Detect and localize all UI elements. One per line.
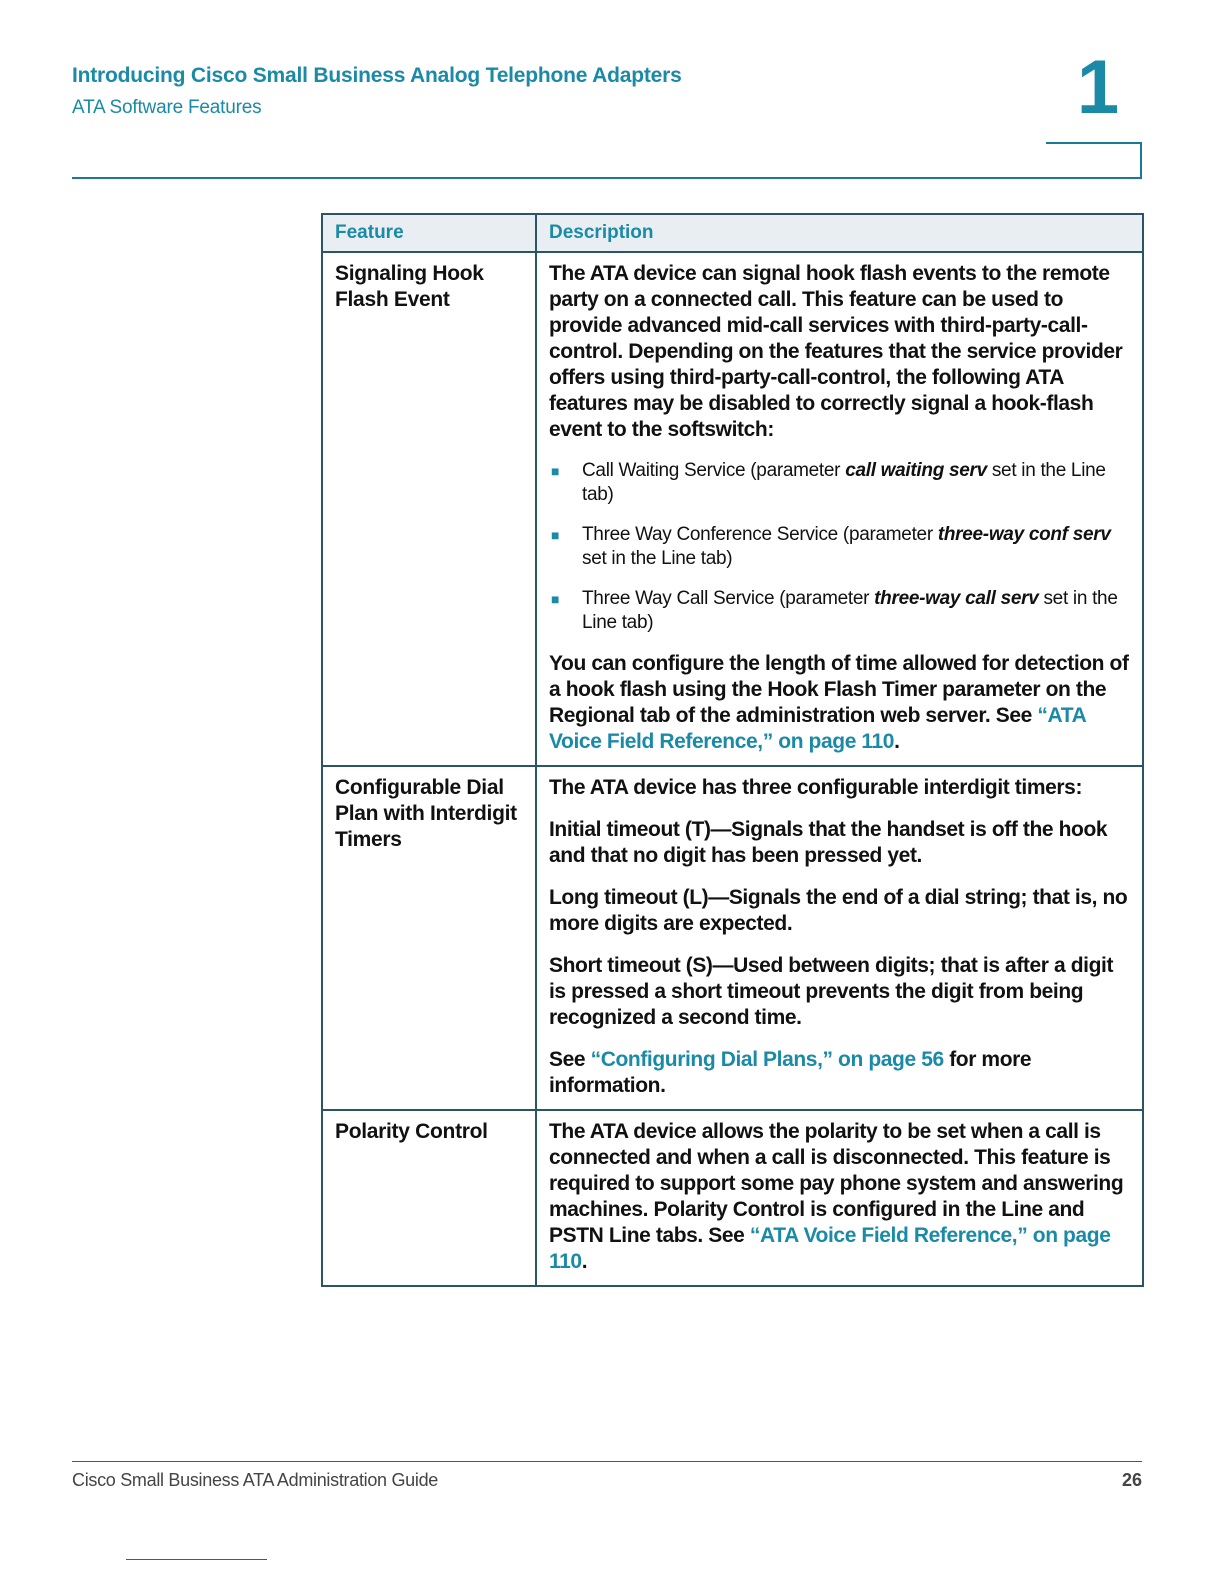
features-table (321, 213, 1144, 1287)
parameter-name: three-way conf serv (937, 524, 1111, 545)
description-paragraph: Long timeout (L)—Signals the end of a dial string; that is, no more digits are expected. (549, 886, 1128, 935)
description-paragraph: The ATA device has three configurable interdigit timers: (549, 776, 1083, 799)
square-bullet-icon: ■ (551, 591, 560, 607)
feature-name: Configurable Dial Plan with Interdigit Timers (335, 776, 517, 851)
footer-divider (72, 1461, 1142, 1462)
feature-description (536, 766, 1143, 1110)
column-header-description: Description (536, 214, 1143, 252)
cross-reference-link[interactable]: “ATA Voice Field Reference,” on page 110 (549, 1224, 1111, 1273)
description-paragraph: See “Configuring Dial Plans,” on page 56 for more information. (549, 1048, 1032, 1097)
footer-guide-title: Cisco Small Business ATA Administration Guide (72, 1470, 438, 1490)
description-paragraph: Short timeout (S)—Used between digits; that is after a digit is pressed a short timeout prevents the digit from being recognized a second time. (549, 954, 1114, 1029)
list-item: ■ Call Waiting Service (parameter call waiting serv set in the Line tab) (551, 460, 1106, 505)
square-bullet-icon: ■ (551, 527, 560, 543)
parameter-list (549, 459, 1130, 635)
cross-reference-link[interactable]: “Configuring Dial Plans,” on page 56 (590, 1048, 944, 1071)
description-paragraph: Initial timeout (T)—Signals that the handset is off the hook and that no digit has been pressed yet. (549, 818, 1108, 867)
list-item: ■ Three Way Call Service (parameter three-way call serv set in the Line tab) (551, 588, 1118, 633)
table-row (322, 766, 1143, 1110)
parameter-name: three-way call serv (874, 588, 1039, 609)
chapter-tab-rule (1046, 142, 1142, 144)
square-bullet-icon: ■ (551, 463, 560, 479)
section-title: ATA Software Features (72, 97, 262, 118)
feature-name: Signaling Hook Flash Event (335, 262, 484, 311)
table-row (322, 252, 1143, 766)
chapter-tab-side-rule (1140, 142, 1142, 178)
feature-description (536, 252, 1143, 766)
chapter-number: 1 (1076, 45, 1120, 130)
chapter-title: Introducing Cisco Small Business Analog Telephone Adapters (72, 64, 682, 87)
table-row (322, 1110, 1143, 1286)
cross-reference-link[interactable]: “ATA Voice Field Reference,” on page 110 (549, 704, 1086, 753)
parameter-name: call waiting serv (845, 460, 987, 481)
description-paragraph: The ATA device can signal hook flash events to the remote party on a connected call. This feature can be used to provide advanced mid-call services with third-party-call-control. Depending on the features that the service provider offers using third-party-call-control, the following ATA features may be disabled to correctly signal a hook-flash event to the softswitch: (549, 262, 1123, 441)
table-header-row (322, 214, 1143, 252)
decorative-rule (126, 1559, 267, 1560)
description-paragraph: You can configure the length of time allowed for detection of a hook flash using the Hook Flash Timer parameter on the Regional tab of the administration web server. See “ATA Voice Field Reference,” on page 110. (549, 652, 1129, 753)
description-paragraph: The ATA device allows the polarity to be set when a call is connected and when a call is disconnected. This feature is required to support some pay phone system and answering machines. Polarity Control is configured in the Line and PSTN Line tabs. See “ATA Voice Field Reference,” on page 110. (549, 1120, 1124, 1273)
feature-name: Polarity Control (335, 1120, 488, 1143)
feature-description (536, 1110, 1143, 1286)
list-item: ■ Three Way Conference Service (parameter three-way conf serv set in the Line tab) (551, 524, 1111, 569)
column-header-feature: Feature (322, 214, 536, 252)
page-number: 26 (1121, 1470, 1142, 1490)
header-divider (72, 177, 1142, 179)
